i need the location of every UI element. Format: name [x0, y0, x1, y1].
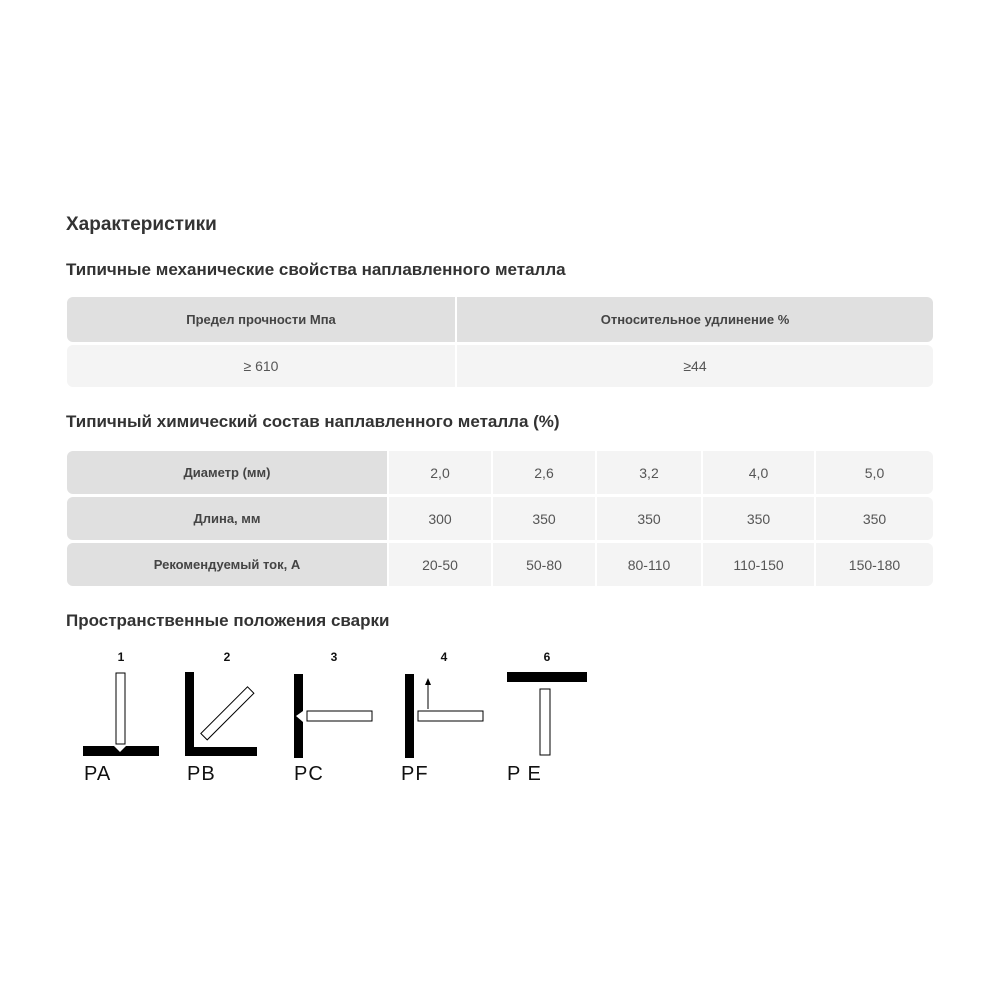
- row-label-current: Рекомендуемый ток, А: [67, 543, 387, 586]
- table-cell: 350: [816, 497, 933, 540]
- position-pe-diagram: [507, 672, 587, 755]
- header-tensile-strength: Предел прочности Мпа: [67, 297, 455, 342]
- positions-section-title: Пространственные положения сварки: [66, 611, 390, 630]
- position-pa-diagram: [83, 673, 159, 756]
- table-cell: 3,2: [597, 451, 701, 494]
- position-code: PA: [84, 763, 112, 785]
- table-cell: 150-180: [816, 543, 933, 586]
- position-pf-diagram: [405, 674, 483, 758]
- position-code: PB: [187, 763, 216, 785]
- table-cell: 80-110: [597, 543, 701, 586]
- table-cell: 50-80: [493, 543, 595, 586]
- position-pb-diagram: [185, 672, 257, 756]
- position-number: 3: [330, 650, 338, 664]
- table-cell: 5,0: [816, 451, 933, 494]
- value-tensile-strength: ≥ 610: [67, 345, 455, 387]
- position-number: 4: [440, 650, 448, 664]
- position-pc-diagram: [294, 674, 372, 758]
- row-label-diameter: Диаметр (мм): [67, 451, 387, 494]
- table-cell: 350: [493, 497, 595, 540]
- chemical-section-title: Типичный химический состав наплавленного металла (%): [66, 412, 560, 431]
- table-cell: 2,6: [493, 451, 595, 494]
- mechanical-section-title: Типичные механические свойства наплавленного металла: [66, 260, 566, 279]
- table-cell: 350: [597, 497, 701, 540]
- row-label-length: Длина, мм: [67, 497, 387, 540]
- position-code: P E: [507, 763, 542, 785]
- position-number: 6: [543, 650, 551, 664]
- table-cell: 2,0: [389, 451, 491, 494]
- table-cell: 4,0: [703, 451, 814, 494]
- header-elongation: Относительное удлинение %: [457, 297, 933, 342]
- arrow-up-icon: [425, 678, 431, 685]
- table-cell: 110-150: [703, 543, 814, 586]
- table-cell: 300: [389, 497, 491, 540]
- position-number: 2: [223, 650, 231, 664]
- page-title: Характеристики: [66, 214, 217, 235]
- table-cell: 350: [703, 497, 814, 540]
- position-number: 1: [117, 650, 125, 664]
- position-code: PF: [401, 763, 429, 785]
- value-elongation: ≥44: [457, 345, 933, 387]
- position-code: PC: [294, 763, 324, 785]
- table-cell: 20-50: [389, 543, 491, 586]
